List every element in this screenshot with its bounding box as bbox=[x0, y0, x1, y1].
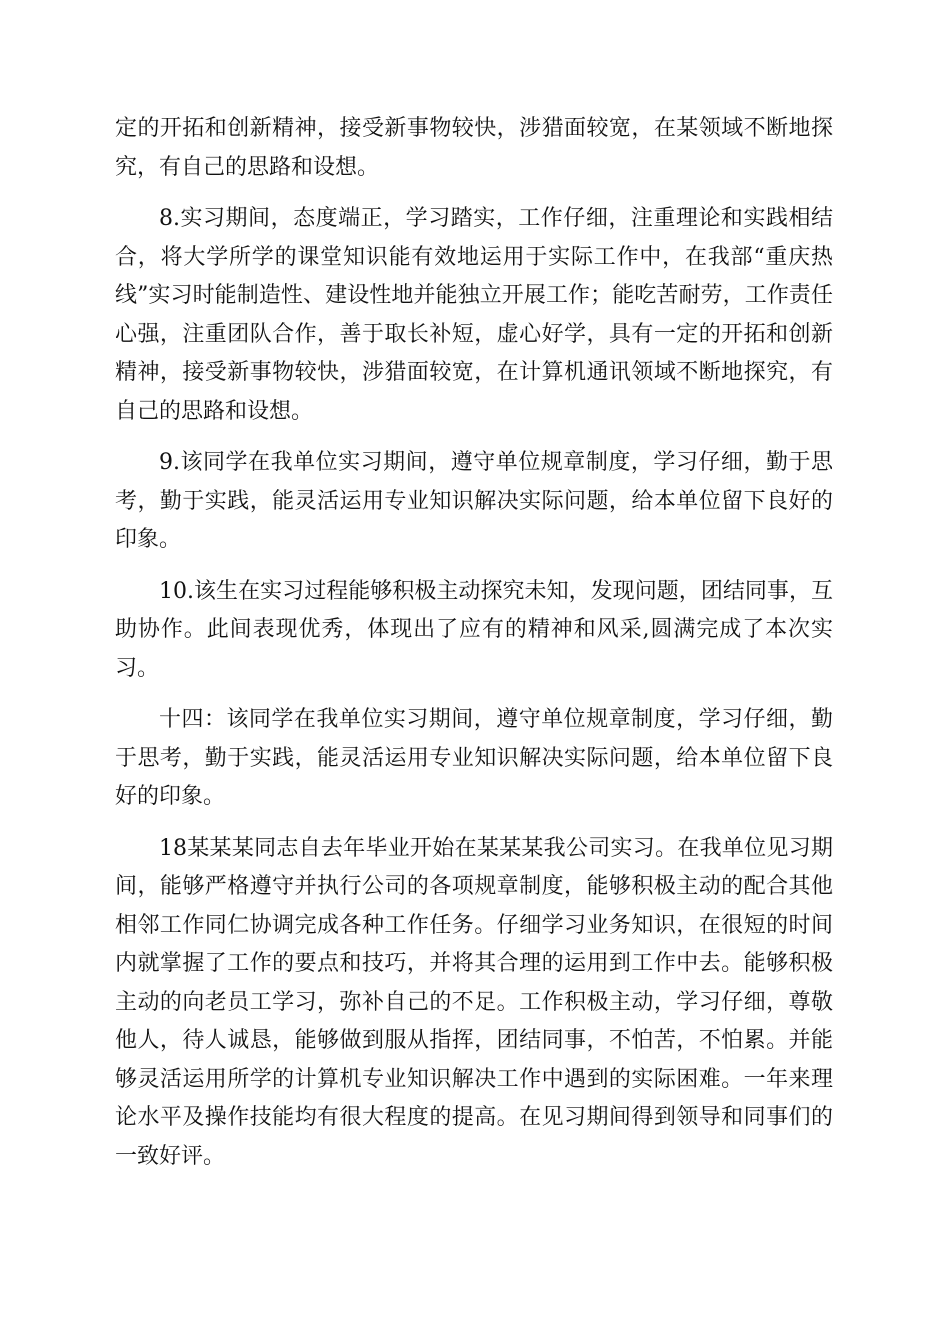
paragraph-item-14: 十四：该同学在我单位实习期间，遵守单位规章制度，学习仔细，勤于思考，勤于实践，能灵活运用专业知识解决实际问题，给本单位留下良好的印象。 bbox=[115, 707, 833, 809]
paragraph-item-8: 8.实习期间，态度端正，学习踏实，工作仔细，注重理论和实践相结合，将大学所学的课堂知识能有效地运用于实际工作中，在我部“重庆热线”实习时能制造性、建设性地并能独立开展工作；能吃苦耐劳，工作责任心强，注重团队合作，善于取长补短，虚心好学，具有一定的开拓和创新精神，接受新事物较快，涉猎面较宽，在计算机通讯领域不断地探究，有自己的思路和设想。 bbox=[115, 206, 833, 424]
paragraph-item-18: 18某某某同志自去年毕业开始在某某某我公司实习。在我单位见习期间，能够严格遵守并执行公司的各项规章制度，能够积极主动的配合其他相邻工作同仁协调完成各种工作任务。仔细学习业务知识，在很短的时间内就掌握了工作的要点和技巧，并将其合理的运用到工作中去。能够积极主动的向老员工学习，弥补自己的不足。工作积极主动，学习仔细，尊敬他人，待人诚恳，能够做到服从指挥，团结同事，不怕苦，不怕累。并能够灵活运用所学的计算机专业知识解决工作中遇到的实际困难。一年来理论水平及操作技能均有很大程度的提高。在见习期间得到领导和同事们的一致好评。 bbox=[115, 835, 833, 1169]
paragraph-item-9: 9.该同学在我单位实习期间，遵守单位规章制度，学习仔细，勤于思考，勤于实践，能灵活运用专业知识解决实际问题，给本单位留下良好的印象。 bbox=[115, 450, 833, 552]
paragraph-continuation: 定的开拓和创新精神，接受新事物较快，涉猎面较宽，在某领域不断地探究，有自己的思路和设想。 bbox=[115, 116, 833, 180]
paragraph-item-10: 10.该生在实习过程能够积极主动探究未知，发现问题，团结同事，互助协作。此间表现优秀，体现出了应有的精神和风采,圆满完成了本次实习。 bbox=[115, 578, 833, 681]
document-page bbox=[115, 110, 833, 1189]
